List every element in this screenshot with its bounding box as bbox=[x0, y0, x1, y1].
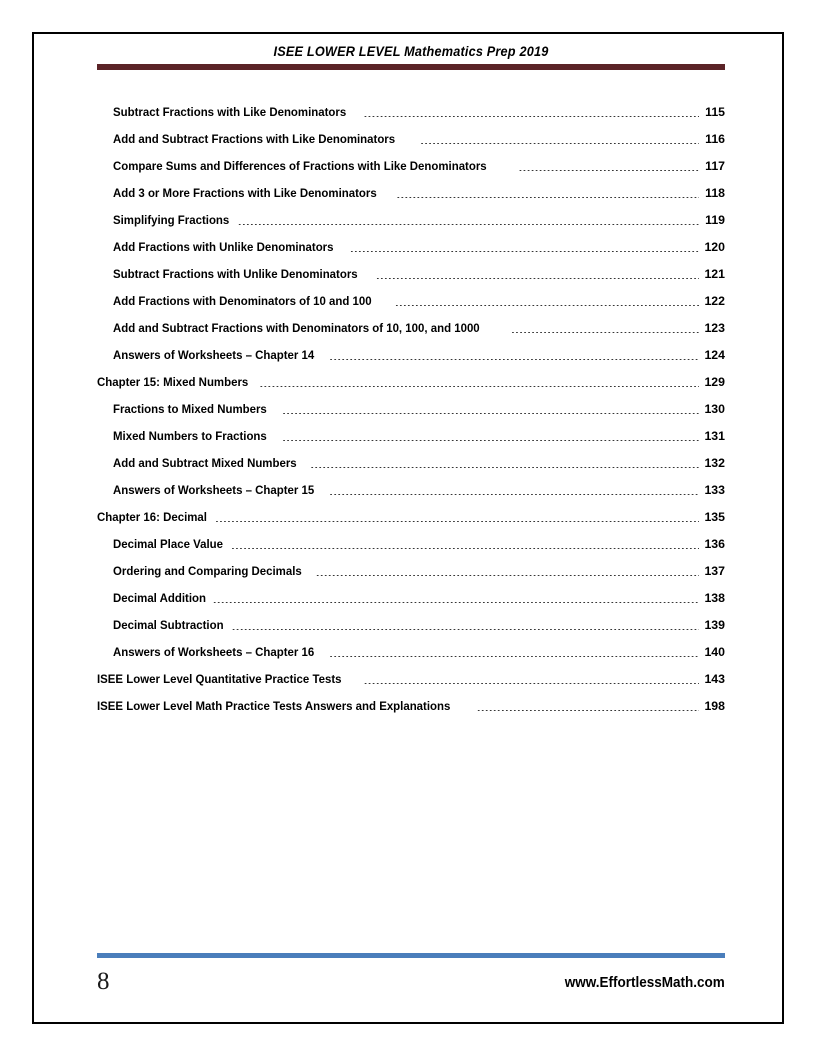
toc-entry[interactable] bbox=[97, 660, 725, 687]
toc-dot-leader bbox=[316, 565, 699, 576]
toc-entry[interactable] bbox=[97, 201, 725, 228]
toc-entry-label: Decimal Place Value bbox=[113, 537, 223, 551]
toc-entry[interactable] bbox=[97, 147, 725, 174]
toc-entry[interactable] bbox=[97, 174, 725, 201]
toc-entry-label: Answers of Worksheets – Chapter 15 bbox=[113, 483, 315, 497]
toc-entry-page-number: 136 bbox=[704, 537, 725, 551]
toc-entry[interactable] bbox=[97, 552, 725, 579]
toc-dot-leader bbox=[231, 538, 699, 549]
toc-entry-label: Add and Subtract Fractions with Denominators of 10, 100, and 1000 bbox=[113, 321, 480, 335]
footer-divider bbox=[97, 953, 725, 958]
toc-dot-leader bbox=[329, 484, 699, 495]
toc-dot-leader bbox=[364, 106, 699, 117]
toc-dot-leader bbox=[215, 511, 699, 522]
toc-entry-label: Decimal Addition bbox=[113, 591, 206, 605]
toc-entry-page-number: 131 bbox=[704, 429, 725, 443]
toc-entry-page-number: 198 bbox=[704, 699, 725, 713]
toc-entry-label: Answers of Worksheets – Chapter 16 bbox=[113, 645, 315, 659]
toc-entry-label: Compare Sums and Differences of Fractions with Like Denominators bbox=[113, 159, 487, 173]
toc-entry-page-number: 140 bbox=[704, 645, 725, 659]
toc-dot-leader bbox=[477, 700, 699, 711]
toc-entry-page-number: 138 bbox=[704, 591, 725, 605]
footer-row bbox=[97, 967, 725, 997]
toc-entry-label: ISEE Lower Level Quantitative Practice Tests bbox=[97, 672, 342, 686]
toc-entry[interactable] bbox=[97, 444, 725, 471]
toc-entry-page-number: 121 bbox=[704, 267, 725, 281]
toc-dot-leader bbox=[395, 295, 699, 306]
toc-dot-leader bbox=[232, 619, 699, 630]
toc-entry-label: Add and Subtract Mixed Numbers bbox=[113, 456, 297, 470]
toc-entry[interactable] bbox=[97, 498, 725, 525]
toc-entry-label: Mixed Numbers to Fractions bbox=[113, 429, 267, 443]
document-header bbox=[97, 44, 725, 70]
toc-dot-leader bbox=[282, 403, 699, 414]
toc-entry[interactable] bbox=[97, 336, 725, 363]
toc-entry-page-number: 135 bbox=[704, 510, 725, 524]
toc-entry-label: ISEE Lower Level Math Practice Tests Answers and Explanations bbox=[97, 699, 451, 713]
toc-dot-leader bbox=[329, 349, 699, 360]
toc-entry-page-number: 119 bbox=[705, 213, 725, 227]
toc-entry-page-number: 120 bbox=[704, 240, 725, 254]
toc-dot-leader bbox=[364, 673, 699, 684]
page-number: 8 bbox=[97, 968, 110, 995]
toc-entry[interactable] bbox=[97, 471, 725, 498]
toc-entry-page-number: 124 bbox=[704, 348, 725, 362]
toc-entry-label: Subtract Fractions with Unlike Denominators bbox=[113, 267, 358, 281]
toc-entry[interactable] bbox=[97, 633, 725, 660]
toc-entry-label: Answers of Worksheets – Chapter 14 bbox=[113, 348, 315, 362]
toc-dot-leader bbox=[511, 322, 699, 333]
toc-entry-label: Subtract Fractions with Like Denominators bbox=[113, 105, 347, 119]
toc-entry-page-number: 118 bbox=[705, 186, 725, 200]
toc-entry-page-number: 139 bbox=[704, 618, 725, 632]
toc-entry[interactable] bbox=[97, 390, 725, 417]
toc-entry[interactable] bbox=[97, 120, 725, 147]
toc-dot-leader bbox=[376, 268, 699, 279]
toc-dot-leader bbox=[329, 646, 699, 657]
toc-entry-label: Add Fractions with Unlike Denominators bbox=[113, 240, 334, 254]
toc-entry[interactable] bbox=[97, 525, 725, 552]
toc-entry[interactable] bbox=[97, 255, 725, 282]
toc-entry-page-number: 129 bbox=[704, 375, 725, 389]
toc-entry[interactable] bbox=[97, 687, 725, 714]
toc-dot-leader bbox=[260, 376, 699, 387]
toc-entry-label: Simplifying Fractions bbox=[113, 213, 230, 227]
toc-dot-leader bbox=[350, 241, 699, 252]
toc-entry-label: Add 3 or More Fractions with Like Denominators bbox=[113, 186, 377, 200]
toc-entry-page-number: 132 bbox=[704, 456, 725, 470]
document-footer bbox=[97, 953, 725, 997]
toc-entry-page-number: 143 bbox=[704, 672, 725, 686]
toc-entry-page-number: 130 bbox=[704, 402, 725, 416]
table-of-contents bbox=[97, 93, 725, 714]
toc-entry[interactable] bbox=[97, 363, 725, 390]
toc-dot-leader bbox=[397, 187, 699, 198]
toc-dot-leader bbox=[213, 592, 699, 603]
page-frame bbox=[32, 32, 784, 1024]
toc-dot-leader bbox=[282, 430, 699, 441]
toc-entry-page-number: 133 bbox=[704, 483, 725, 497]
header-divider bbox=[97, 64, 725, 70]
toc-entry-page-number: 122 bbox=[704, 294, 725, 308]
toc-entry-label: Add Fractions with Denominators of 10 and 100 bbox=[113, 294, 372, 308]
toc-entry[interactable] bbox=[97, 606, 725, 633]
toc-entry[interactable] bbox=[97, 93, 725, 120]
toc-entry[interactable] bbox=[97, 228, 725, 255]
toc-entry-label: Add and Subtract Fractions with Like Denominators bbox=[113, 132, 396, 146]
toc-entry-label: Chapter 15: Mixed Numbers bbox=[97, 375, 249, 389]
toc-entry-page-number: 137 bbox=[704, 564, 725, 578]
toc-entry[interactable] bbox=[97, 282, 725, 309]
toc-dot-leader bbox=[420, 133, 699, 144]
toc-dot-leader bbox=[238, 214, 699, 225]
toc-entry-label: Chapter 16: Decimal bbox=[97, 510, 207, 524]
site-url[interactable]: www.EffortlessMath.com bbox=[564, 973, 725, 991]
toc-entry[interactable] bbox=[97, 417, 725, 444]
page-content bbox=[97, 34, 725, 1022]
toc-entry[interactable] bbox=[97, 309, 725, 336]
toc-entry-label: Decimal Subtraction bbox=[113, 618, 224, 632]
page-title: ISEE LOWER LEVEL Mathematics Prep 2019 bbox=[273, 44, 549, 59]
toc-entry-label: Ordering and Comparing Decimals bbox=[113, 564, 302, 578]
toc-entry-page-number: 115 bbox=[705, 105, 725, 119]
toc-entry-label: Fractions to Mixed Numbers bbox=[113, 402, 267, 416]
toc-entry[interactable] bbox=[97, 579, 725, 606]
toc-entry-page-number: 116 bbox=[705, 132, 725, 146]
toc-entry-page-number: 117 bbox=[705, 159, 725, 173]
toc-entry-page-number: 123 bbox=[704, 321, 725, 335]
toc-dot-leader bbox=[519, 160, 699, 171]
toc-dot-leader bbox=[310, 457, 699, 468]
